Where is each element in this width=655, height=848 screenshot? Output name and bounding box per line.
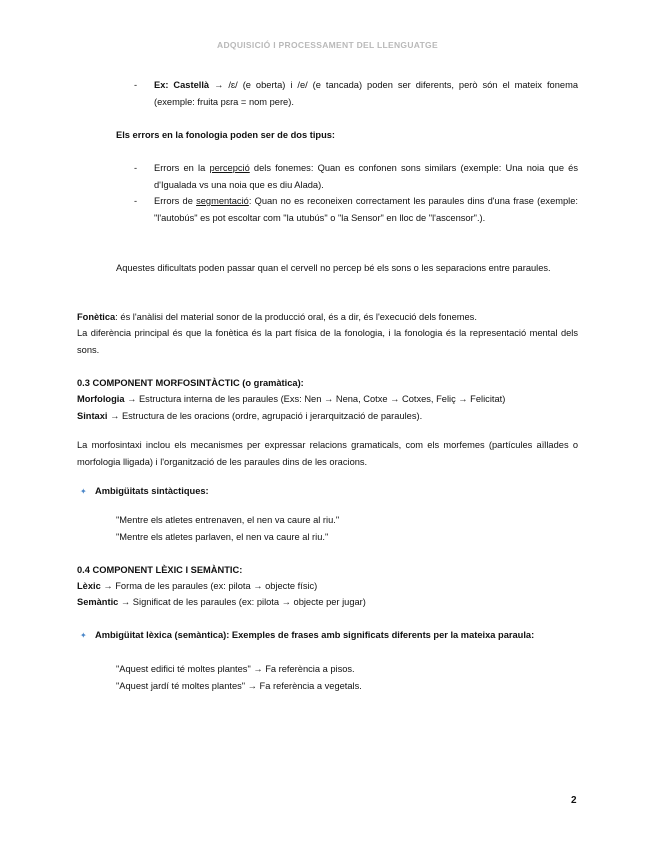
star-bullet-icon: ✦: [80, 487, 87, 496]
error2-post: : Quan no es reconeixen correctament les paraules dins d'una frase (exemple: "l'autobús" es pot escoltar com "la utubús" o "la Sensor" en lloc de "l'ascensor".).: [154, 196, 578, 223]
semantic-line: [77, 594, 578, 611]
lexic-heading: 0.4 COMPONENT LÈXIC I SEMÀNTIC:: [77, 565, 243, 575]
morfologia-line: [77, 391, 578, 408]
ambig-lexic-heading: Ambigüitat lèxica (semàntica): Exemples de frases amb significats diferents per la mateixa paraula:: [95, 630, 535, 640]
sintaxi-label: Sintaxi: [77, 411, 108, 421]
ambig-lexic-example-2: "Aquest jardí té moltes plantes" → Fa referència a vegetals.: [116, 681, 362, 691]
sintaxi-text: → Estructura de les oracions (ordre, agrupació i jerarquització de paraules).: [107, 411, 423, 421]
error-item-perception: [154, 160, 578, 194]
error-item-segmentation: [154, 193, 578, 227]
errors-heading: Els errors en la fonologia poden ser de dos tipus:: [116, 130, 336, 140]
error2-term: segmentació: [196, 196, 249, 206]
error1-pre: Errors en la: [154, 163, 210, 173]
errors-note: Aquestes dificultats poden passar quan el cervell no percep bé els sons o les separacions entre paraules.: [116, 263, 551, 273]
ambig-lexic-example-1: "Aquest edifici té moltes plantes" → Fa referència a pisos.: [116, 664, 355, 674]
error1-term: percepció: [209, 163, 250, 173]
dash-bullet: -: [134, 163, 138, 173]
lexic-line: [77, 578, 578, 595]
fonetica-label: Fonètica: [77, 312, 116, 322]
ambig-sintactic-example-2: "Mentre els atletes parlaven, el nen va caure al riu.": [116, 532, 329, 542]
lexic-text: → Forma de les paraules (ex: pilota → objecte físic): [100, 581, 318, 591]
morfo-heading: 0.3 COMPONENT MORFOSINTÀCTIC (o gramàtica):: [77, 378, 304, 388]
ambig-sintactic-example-1: "Mentre els atletes entrenaven, el nen va caure al riu.": [116, 515, 340, 525]
ex-castella-text: → /ɛ/ (e oberta) i /e/ (e tancada) poden ser diferents, però són el mateix fonema (exemple: fruita pɛra = nom pere).: [154, 80, 578, 107]
semantic-text: → Significat de les paraules (ex: pilota → objecte per jugar): [118, 597, 366, 607]
semantic-label: Semàntic: [77, 597, 119, 607]
fonetica-difference: La diferència principal és que la fonètica és la part física de la fonologia, i la fonologia és la representació mental dels sons.: [77, 328, 578, 355]
morfologia-text: → Estructura interna de les paraules (Exs: Nen → Nena, Cotxe → Cotxes, Feliç → Felicitat): [124, 394, 506, 404]
ex-castella-item: [154, 77, 578, 111]
fonetica-def: : és l'anàlisi del material sonor de la producció oral, és a dir, és l'execució dels fonemes.: [115, 312, 477, 322]
star-bullet-icon: ✦: [80, 631, 87, 640]
page-number: 2: [571, 795, 577, 806]
running-header: ADQUISICIÓ I PROCESSAMENT DEL LLENGUATGE: [217, 40, 438, 50]
error1-post: dels fonemes: Quan es confonen sons similars (exemple: Una noia que és d'Igualada vs una noia que es diu Alada).: [154, 163, 578, 190]
morfologia-label: Morfologia: [77, 394, 125, 404]
lexic-label: Lèxic: [77, 581, 101, 591]
morfosintaxi-paragraph: La morfosintaxi inclou els mecanismes per expressar relacions gramaticals, com els morfemes (partícules aïllades o morfologia lligada) i l'organització de les paraules dins de les oracions.: [77, 440, 578, 467]
sintaxi-line: [77, 408, 578, 425]
error2-pre: Errors de: [154, 196, 197, 206]
dash-bullet: -: [134, 80, 138, 90]
ex-castella-label: Ex: Castellà: [154, 80, 210, 90]
fonetica-definition: [77, 309, 578, 326]
ambig-sintactic-heading: Ambigüitats sintàctiques:: [95, 486, 209, 496]
dash-bullet: -: [134, 196, 138, 206]
